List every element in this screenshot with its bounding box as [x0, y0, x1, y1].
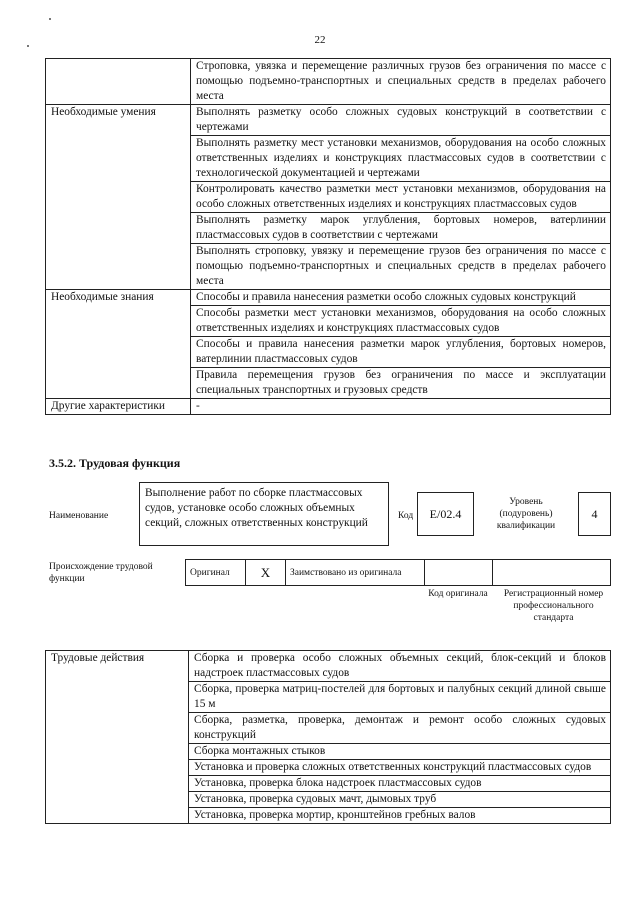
action-text: Установка, проверка мортир, кронштейнов гребных валов — [189, 808, 611, 824]
row-label-knowledge: Необходимые знания — [46, 290, 191, 399]
row-text: Способы разметки мест установки механизмов, оборудования на особо сложных ответственных изделиях и конструкциях пластмассовых судов — [191, 306, 611, 337]
row-text: Выполнять разметку марок углубления, бортовых номеров, ватерлинии пластмассовых судов в соответствии с чертежами — [191, 213, 611, 244]
origin-code-caption: Код оригинала — [428, 589, 488, 599]
action-text: Установка, проверка блока надстроек пластмассовых судов — [189, 776, 611, 792]
function-name-label: Наименование — [49, 511, 109, 521]
action-text: Установка, проверка судовых мачт, дымовых труб — [189, 792, 611, 808]
row-text: Выполнять разметку мест установки механизмов, оборудования на особо сложных ответственных изделиях и конструкциях пластмассовых судов в соответствии с технологической документацией и чертежами — [191, 136, 611, 182]
table-row — [46, 651, 611, 682]
page-number: 22 — [314, 34, 326, 46]
skills-knowledge-table — [45, 58, 611, 415]
action-text: Сборка монтажных стыков — [189, 744, 611, 760]
row-label-skills: Необходимые умения — [46, 105, 191, 290]
origin-label: Происхождение трудовой функции — [49, 562, 153, 584]
registration-number-caption: Регистрационный номер профессионального стандарта — [503, 589, 604, 623]
row-text: - — [191, 399, 611, 415]
row-text: Контролировать качество разметки мест установки механизмов, оборудования на особо сложных ответственных изделиях и конструкциях пластмассовых судов — [191, 182, 611, 213]
table-row — [46, 399, 611, 415]
origin-original-mark: X — [246, 560, 286, 586]
origin-reg-number-cell — [493, 560, 611, 586]
row-text: Правила перемещения грузов без ограничения по массе и эксплуатации специальных транспортных и грузовых средств — [191, 368, 611, 399]
origin-table — [185, 559, 611, 586]
table-row — [46, 290, 611, 306]
section-title: 3.5.2. Трудовая функция — [49, 456, 181, 470]
row-text: Способы и правила нанесения разметки особо сложных судовых конструкций — [191, 290, 611, 306]
origin-original-label: Оригинал — [186, 560, 246, 586]
origin-borrowed-label: Заимствовано из оригинала — [286, 560, 425, 586]
action-text: Сборка, разметка, проверка, демонтаж и ремонт особо сложных судовых конструкций — [189, 713, 611, 744]
origin-code-cell — [425, 560, 493, 586]
row-text: Выполнять разметку особо сложных судовых конструкций в соответствии с чертежами — [191, 105, 611, 136]
qualification-level-label: Уровень (подуровень) квалификации — [496, 497, 556, 531]
action-text: Установка и проверка сложных ответственных конструкций пластмассовых судов — [189, 760, 611, 776]
function-name-value: Выполнение работ по сборке пластмассовых судов, установке особо сложных объемных секций, сложных ответственных конструкций — [139, 482, 389, 546]
table-row — [46, 59, 611, 105]
labor-actions-label: Трудовые действия — [46, 651, 189, 824]
labor-actions-table — [45, 650, 611, 824]
row-label — [46, 59, 191, 105]
row-text: Выполнять строповку, увязку и перемещение грузов без ограничения по массе с помощью подъемно-транспортных и специальных средств в пределах рабочего места — [191, 244, 611, 290]
table-row — [46, 105, 611, 136]
row-text: Строповка, увязка и перемещение различных грузов без ограничения по массе с помощью подъемно-транспортных и специальных средств в пределах рабочего места — [191, 59, 611, 105]
function-code-label: Код — [398, 511, 414, 521]
row-label-other: Другие характеристики — [46, 399, 191, 415]
row-text: Способы и правила нанесения разметки марок углубления, бортовых номеров, ватерлинии пластмассовых судов — [191, 337, 611, 368]
function-code-value: E/02.4 — [417, 492, 474, 536]
action-text: Сборка, проверка матриц-постелей для бортовых и палубных секций длиной свыше 15 м — [189, 682, 611, 713]
qualification-level-value: 4 — [578, 492, 611, 536]
action-text: Сборка и проверка особо сложных объемных секций, блок-секций и блоков надстроек пластмассовых судов — [189, 651, 611, 682]
